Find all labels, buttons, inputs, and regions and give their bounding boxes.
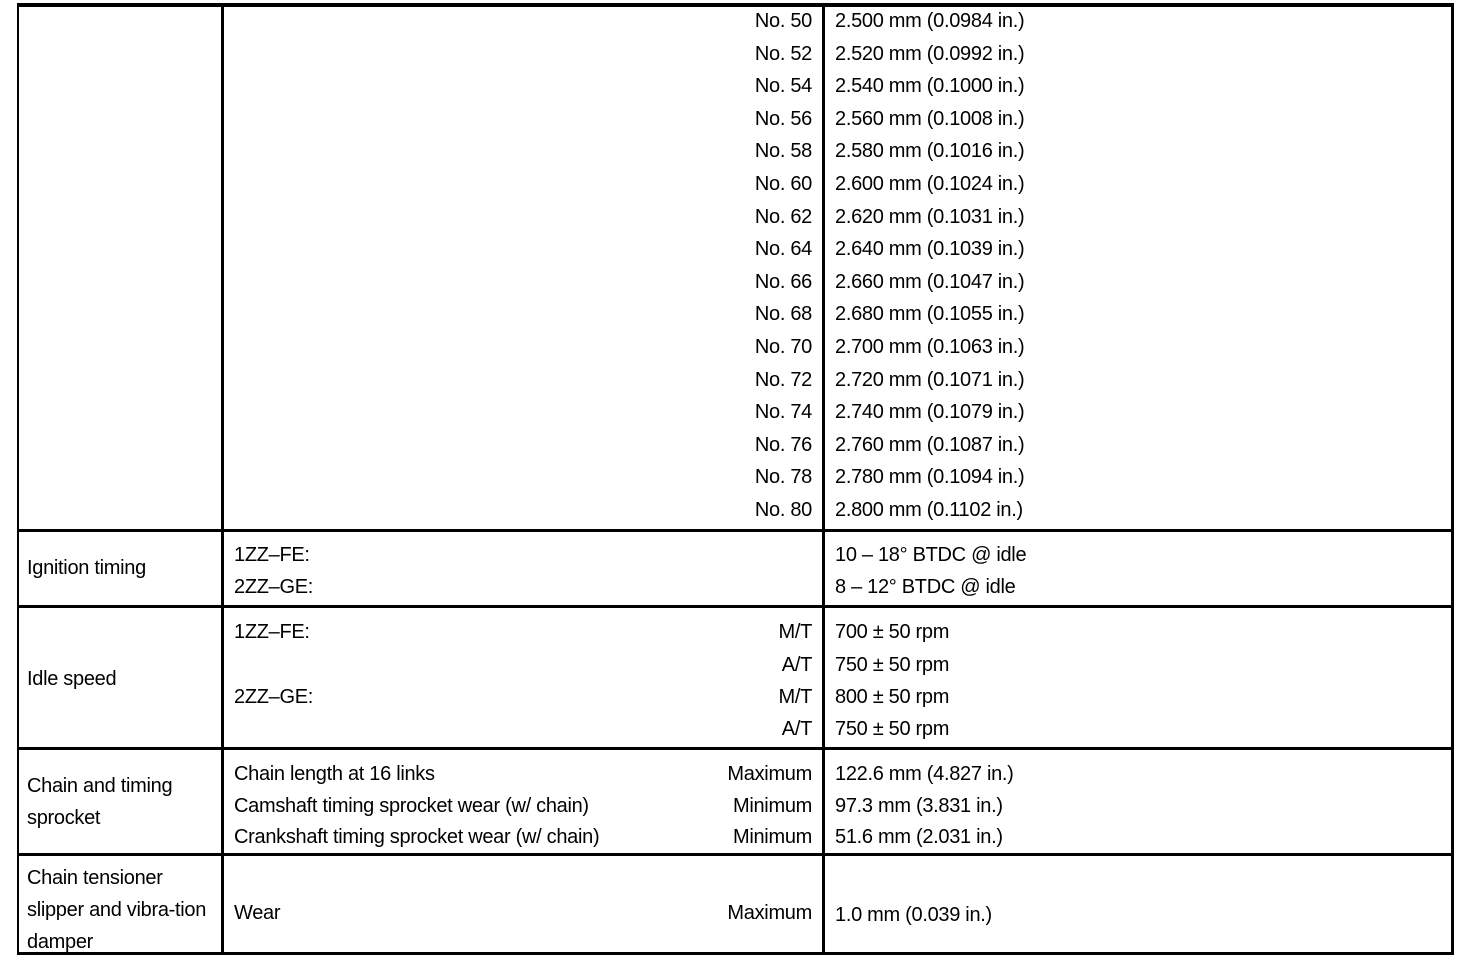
tensioner-label-cell bbox=[19, 856, 224, 952]
chain-item-crankshaft: Crankshaft timing sprocket wear (w/ chain) bbox=[234, 826, 600, 848]
shim-thickness: 2.680 mm (0.1055 in.) bbox=[835, 303, 1025, 326]
ignition-label-cell bbox=[19, 532, 224, 605]
shim-value-cell bbox=[825, 7, 1451, 529]
ignition-engine-1zz: 1ZZ–FE: bbox=[234, 544, 310, 566]
idle-at-2: A/T bbox=[781, 718, 812, 740]
shim-number: No. 52 bbox=[754, 42, 812, 65]
shim-thickness: 2.500 mm (0.0984 in.) bbox=[835, 10, 1025, 32]
tensioner-item: Wear bbox=[234, 902, 281, 924]
ignition-engine-2zz: 2ZZ–GE: bbox=[234, 576, 314, 598]
chain-spec-cell bbox=[224, 750, 825, 853]
shim-thickness: 2.760 mm (0.1087 in.) bbox=[835, 433, 1025, 456]
idle-value-cell bbox=[825, 608, 1451, 747]
chain-row bbox=[19, 747, 1451, 853]
idle-mt-2: M/T bbox=[778, 686, 812, 708]
shim-number: No. 58 bbox=[754, 140, 812, 163]
tensioner-limit: Maximum bbox=[727, 902, 812, 924]
idle-spec-cell bbox=[224, 608, 825, 747]
chain-limit-2: Minimum bbox=[732, 795, 812, 817]
ignition-value-1zz: 10 – 18° BTDC @ idle bbox=[835, 544, 1027, 566]
shim-thickness: 2.640 mm (0.1039 in.) bbox=[835, 238, 1025, 261]
idle-label: Idle speed bbox=[27, 668, 117, 690]
ignition-row bbox=[19, 529, 1451, 605]
shim-number: No. 70 bbox=[754, 336, 812, 358]
chain-label: Chain and timing sprocket bbox=[27, 775, 173, 829]
shim-number: No. 60 bbox=[754, 173, 812, 195]
idle-value-4: 750 ± 50 rpm bbox=[835, 718, 950, 740]
chain-label-cell bbox=[19, 750, 224, 853]
shim-label-cell bbox=[19, 7, 224, 529]
idle-mt-1: M/T bbox=[778, 621, 812, 643]
chain-item-camshaft: Camshaft timing sprocket wear (w/ chain) bbox=[234, 795, 589, 817]
shim-thickness: 2.700 mm (0.1063 in.) bbox=[835, 336, 1025, 358]
idle-engine-1zz: 1ZZ–FE: bbox=[234, 621, 310, 643]
shim-thickness: 2.800 mm (0.1102 in.) bbox=[835, 499, 1023, 521]
idle-label-cell bbox=[19, 608, 224, 747]
chain-value-cell bbox=[825, 750, 1451, 853]
shim-thickness: 2.580 mm (0.1016 in.) bbox=[835, 140, 1025, 163]
shim-thickness: 2.660 mm (0.1047 in.) bbox=[835, 270, 1025, 293]
shim-number: No. 50 bbox=[754, 10, 812, 32]
shim-thickness: 2.740 mm (0.1079 in.) bbox=[835, 401, 1025, 424]
tensioner-row bbox=[19, 853, 1451, 952]
idle-row bbox=[19, 605, 1451, 747]
tensioner-spec-cell bbox=[224, 856, 825, 952]
shim-number: No. 72 bbox=[754, 368, 812, 391]
chain-value-3: 51.6 mm (2.031 in.) bbox=[835, 826, 1003, 848]
idle-engine-2zz: 2ZZ–GE: bbox=[234, 686, 314, 708]
tensioner-value-cell bbox=[825, 856, 1451, 952]
shim-thickness: 2.620 mm (0.1031 in.) bbox=[835, 205, 1025, 228]
shim-number: No. 74 bbox=[754, 401, 812, 424]
chain-item-length: Chain length at 16 links bbox=[234, 763, 435, 785]
shim-number: No. 62 bbox=[754, 205, 812, 228]
shim-thickness: 2.600 mm (0.1024 in.) bbox=[835, 173, 1025, 195]
shim-number: No. 66 bbox=[754, 270, 812, 293]
chain-value-2: 97.3 mm (3.831 in.) bbox=[835, 795, 1003, 817]
shim-number: No. 56 bbox=[754, 107, 812, 130]
spec-table bbox=[17, 3, 1454, 955]
shim-thickness: 2.560 mm (0.1008 in.) bbox=[835, 107, 1025, 130]
chain-limit-1: Maximum bbox=[727, 763, 812, 785]
chain-value-1: 122.6 mm (4.827 in.) bbox=[835, 763, 1014, 785]
shim-number: No. 64 bbox=[754, 238, 812, 261]
shim-thickness: 2.520 mm (0.0992 in.) bbox=[835, 42, 1025, 65]
shim-thickness: 2.540 mm (0.1000 in.) bbox=[835, 75, 1025, 98]
tensioner-value: 1.0 mm (0.039 in.) bbox=[835, 904, 992, 926]
idle-at-1: A/T bbox=[781, 654, 812, 676]
shim-number: No. 54 bbox=[754, 75, 812, 98]
idle-value-3: 800 ± 50 rpm bbox=[835, 686, 950, 708]
idle-value-1: 700 ± 50 rpm bbox=[835, 621, 950, 643]
shim-number: No. 68 bbox=[754, 303, 812, 326]
shim-number: No. 76 bbox=[754, 433, 812, 456]
ignition-value-cell bbox=[825, 532, 1451, 605]
shim-number: No. 80 bbox=[754, 499, 812, 521]
chain-limit-3: Minimum bbox=[732, 826, 812, 848]
ignition-label: Ignition timing bbox=[27, 557, 146, 579]
shim-number-cell bbox=[224, 7, 825, 529]
ignition-spec-cell bbox=[224, 532, 825, 605]
shim-thickness: 2.720 mm (0.1071 in.) bbox=[835, 368, 1025, 391]
idle-value-2: 750 ± 50 rpm bbox=[835, 654, 950, 676]
shim-number: No. 78 bbox=[754, 466, 812, 489]
shim-row bbox=[19, 7, 1451, 529]
tensioner-label: Chain tensioner slipper and vibra-tion damper bbox=[27, 867, 207, 953]
ignition-value-2zz: 8 – 12° BTDC @ idle bbox=[835, 576, 1016, 598]
shim-thickness: 2.780 mm (0.1094 in.) bbox=[835, 466, 1025, 489]
